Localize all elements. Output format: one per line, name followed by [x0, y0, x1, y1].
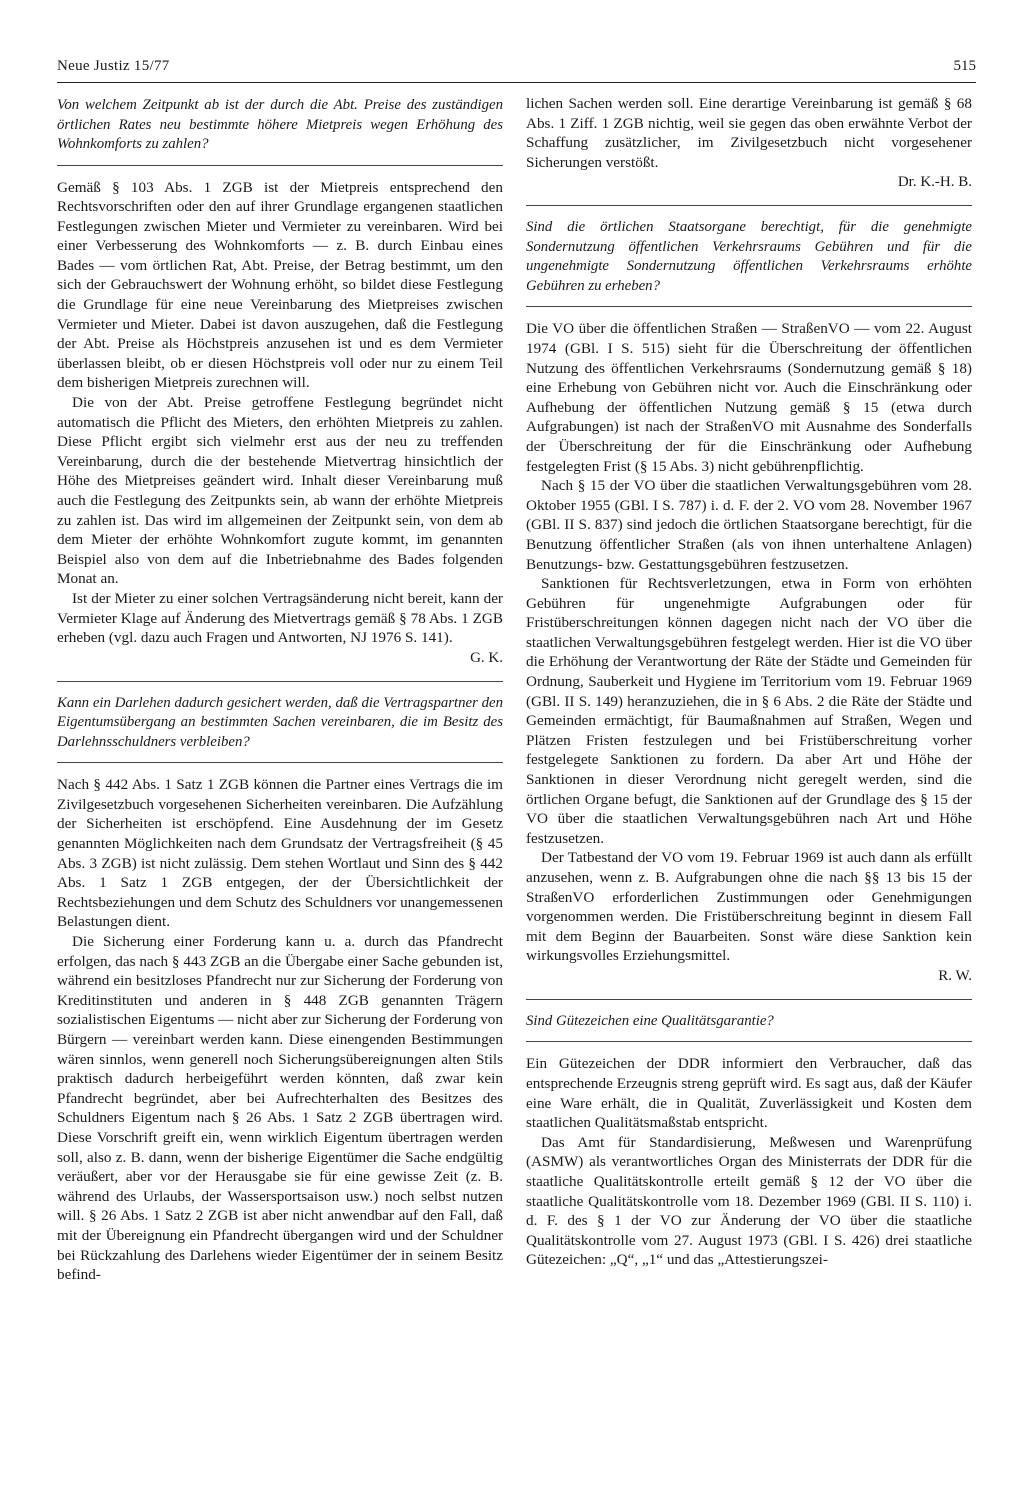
answer-paragraph: Ist der Mieter zu einer solchen Vertragsänderung nicht bereit, kann der Vermieter Klage auf Änderung des Mietvertrags gemäß § 78 Abs. 1 ZGB erheben (vgl. dazu auch Fragen und Antworten, NJ 1976 S. 141).	[57, 589, 503, 647]
page-header	[57, 58, 976, 88]
answer-paragraph: Die Sicherung einer Forderung kann u. a. durch das Pfandrecht erfolgen, das nach § 443 ZGB an die Übergabe einer Sache gebunden ist, während ein besitzloses Pfandrecht nur zur Sicherung der Forderung von Kreditinstituten und anderen in § 448 ZGB genannten Trägern sozialistischen Eigentums — nicht aber zur Sicherung der Forderung von Bürgern — vereinbart werden kann. Diese einengenden Bestimmungen wären sinnlos, wenn generell noch Sicherungsübereignungen alten Stils praktisch dadurch herbeigeführt werden könnten, daß zwar kein Pfandrecht begründet, aber bei Aufrechterhalten des Besitzes des Schuldners Eigentum nach § 26 Abs. 1 Satz 2 ZGB übertragen wird. Diese Vorschrift greift ein, wenn wirklich Eigentum übertragen werden soll, also z. B. dann, wenn der bisherige Eigentümer die Sache endgültig veräußert, aber vor der Herausgabe sie für eine gewisse Zeit (z. B. während des Urlaubs, der Wassersportsaison usw.) noch selbst nutzen will. § 26 Abs. 1 Satz 2 ZGB ist aber nicht anwendbar auf den Fall, daß mit der Übereignung ein Pfandrecht übergangen wird und der Schuldner bei Rückzahlung des Darlehens wieder Eigentümer der in seinem Besitz befind-	[57, 933, 503, 1284]
answer-paragraph: Die VO über die öffentlichen Straßen — StraßenVO — vom 22. August 1974 (GBl. I S. 515) sieht für die Überschreitung der öffentlichen Nutzung des öffentlichen Verkehrsraums (Sondernutzung gemäß § 18) eine Erhebung von Gebühren nicht vor. Auch die Einschränkung oder Aufhebung der öffentlichen Nutzung gemäß § 15 (etwa durch Aufgrabungen) ist nach der StraßenVO mit Ausnahme des Sonderfalls der Überschreitung der für die Einschränkung oder Aufhebung festgelegten Frist (§ 15 Abs. 3) nicht gebührenpflichtig.	[526, 320, 972, 475]
left-column	[57, 94, 503, 1285]
continued-paragraph: lichen Sachen werden soll. Eine derartige Vereinbarung ist gemäß § 68 Abs. 1 Ziff. 1 ZGB nichtig, weil sie gegen das oben erwähnte Verbot der Schaffung zusätzlicher, im Zivilgesetzbuch nicht vorgesehener Sicherungen verstößt.	[526, 95, 972, 171]
answer-paragraph: Sanktionen für Rechtsverletzungen, etwa in Form von erhöhten Gebühren für ungenehmigte Aufgrabungen oder für Fristüberschreitungen können dagegen nicht nach der VO über die staatlichen Verwaltungsgebühren festgelegt werden. Hier ist die VO über die Erhöhung der Verantwortung der Räte der Städte und Gemeinden für Ordnung, Sauberkeit und Hygiene im Territorium vom 19. Februar 1969 (GBl. II S. 149) heranzuziehen, die in § 6 Abs. 2 die Räte der Städte und Gemeinden ermächtigt, für Baumaßnahmen auf Straßen, Wegen und Plätzen Fristen festzulegen und bei Fristüberschreitung vorher festgelegete Sanktionen zu fordern. Da aber Art und Höhe der Sanktionen in dieser Verordnung nicht geregelt werden, sind die örtlichen Organe befugt, die Sanktionen auf der Grundlage des § 15 der VO über die staatlichen Verwaltungsgebühren nach Art und Höhe festzusetzen.	[526, 575, 972, 847]
answer-paragraph: Das Amt für Standardisierung, Meßwesen und Warenprüfung (ASMW) als verantwortliches Organ des Ministerrats der DDR für die staatliche Qualitätskontrolle erteilt gemäß § 12 der VO über die staatliche Qualitätskontrolle vom 18. Dezember 1969 (GBl. II S. 110) i. d. F. des § 1 der VO zur Änderung der VO über die staatliche Qualitätskontrolle vom 27. August 1973 (GBl. I S. 426) drei staatliche Gütezeichen: „Q“, „1“ und das „Attestierungszei-	[526, 1133, 972, 1269]
question-heading: Sind die örtlichen Staatsorgane berechtigt, für die genehmigte Sondernutzung öffentlichen Verkehrsraums Gebühren und für die ungenehmigte Sondernutzung öffentlichen Verkehrsraums erhöhte Gebühren zu erheben?	[526, 219, 972, 294]
answer-paragraph: Die von der Abt. Preise getroffene Festlegung begründet nicht automatisch die Pflicht des Mieters, den erhöhten Mietpreis zu zahlen. Diese Pflicht ergibt sich vielmehr erst aus der neu zu treffenden Vereinbarung, durch die der bestehende Mietvertrag hinsichtlich der Höhe des Mietpreises geändert wird. Inhalt dieser Vereinbarung muß auch die Festlegung des Zeitpunkts sein, ab wann der erhöhte Mietpreis zu zahlen ist. Das wird im allgemeinen der Zeitpunkt sein, von dem ab dem Mieter der erhöhte Wohnkomfort zugute kommt, im genannten Beispiel also von dem auf die Inbetriebnahme des Bades folgenden Monat an.	[57, 394, 503, 588]
answer-paragraph: Nach § 442 Abs. 1 Satz 1 ZGB können die Partner eines Vertrags die im Zivilgesetzbuch vorgesehenen Sicherheiten vereinbaren. Die Aufzählung der Sicherheiten ist erschöpfend. Eine Ausdehnung der im Gesetz genannten Möglichkeiten nach dem Grundsatz der Vertragsfreiheit (§ 45 Abs. 3 ZGB) ist nicht zulässig. Dem stehen Wortlaut und Sinn des § 442 Abs. 1 Satz 1 ZGB entgegen, der der Übersichtlichkeit der Rechtsbeziehungen und dem Schutz des Schuldners vor unangemessenen Belastungen dient.	[57, 776, 503, 931]
author-initials: G. K.	[470, 649, 503, 666]
answer-paragraph: Gemäß § 103 Abs. 1 ZGB ist der Mietpreis entsprechend den Rechtsvorschriften oder den auf ihrer Grundlage ergangenen staatlichen Festlegungen zwischen Mieter und Vermieter zu vereinbaren. Wird bei einer Verbesserung des Wohnkomforts — z. B. durch Einbau eines Bades — vom örtlichen Rat, Abt. Preise, der Betrag bestimmt, um den sich der Gebrauchswert der Wohnung erhöht, so bildet diese Festlegung die Grundlage für eine neue Vereinbarung des Mietpreises zwischen Vermieter und Mieter. Dabei ist davon auszugehen, daß die Festlegung der Abt. Preise als Höchstpreis anzusehen ist und es dem Vermieter überlassen bleibt, ob er diesen Höchstpreis voll oder nur zu einem Teil dem bisherigen Mietpreis zurechnen will.	[57, 178, 503, 392]
answer-paragraph: Nach § 15 der VO über die staatlichen Verwaltungsgebühren vom 28. Oktober 1955 (GBl. I S. 787) i. d. F. der 2. VO vom 28. November 1967 (GBl. II S. 837) sind jedoch die örtlichen Staatsorgane berechtigt, für die Benutzung öffentlicher Straßen (als von ihnen unterhaltene Anlagen) Benutzungs- bzw. Gestattungsgebühren festzusetzen.	[526, 477, 972, 573]
answer-paragraph: Der Tatbestand der VO vom 19. Februar 1969 ist auch dann als erfüllt anzusehen, wenn z. B. Aufgrabungen ohne die nach §§ 13 bis 15 der StraßenVO erforderlichen Zustimmungen oder Genehmigungen vorgenommen werden. Die Fristüberschreitung beginnt in diesem Fall mit dem Beginn der Bauarbeiten. Sonst wäre diese Sanktion kein wirkungsvolles Erziehungsmittel.	[526, 849, 972, 965]
question-block	[57, 681, 503, 764]
question-block	[526, 205, 972, 307]
author-initials: Dr. K.-H. B.	[897, 174, 972, 191]
answer-paragraph: Ein Gütezeichen der DDR informiert den Verbraucher, daß das entsprechende Erzeugnis streng geprüft wird. Es sagt aus, daß der Käufer eine Ware erhält, die in Qualität, Zuverlässigkeit und Kosten dem staatlichen Qualitätsmaßstab entspricht.	[526, 1055, 972, 1132]
question-block	[57, 94, 503, 166]
question-heading: Kann ein Darlehen dadurch gesichert werden, daß die Vertragspartner den Eigentumsübergang an bestimmten Sachen vereinbaren, die im Besitz des Darlehnsschuldners verbleiben?	[57, 694, 503, 750]
question-heading: Von welchem Zeitpunkt ab ist der durch die Abt. Preise des zuständigen örtlichen Rates neu bestimmte höhere Mietpreis wegen Erhöhung des Wohnkomforts zu zahlen?	[57, 97, 503, 152]
question-heading: Sind Gütezeichen eine Qualitätsgarantie?	[526, 1012, 774, 1029]
question-block	[526, 999, 972, 1043]
journal-title: Neue Justiz 15/77	[57, 58, 170, 74]
right-column	[526, 94, 972, 1270]
header-rule	[57, 82, 976, 83]
page-number: 515	[953, 58, 976, 74]
author-initials: R. W.	[938, 967, 972, 984]
